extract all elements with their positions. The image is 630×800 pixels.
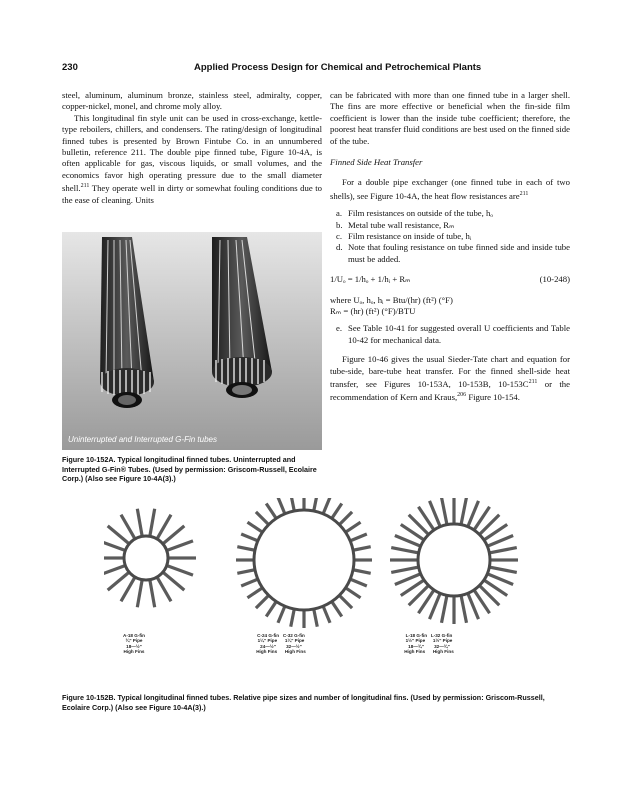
paragraph: can be fabricated with more than one finned tube in a larger shell. The fins are more effective or beneficial when the fin-side film coefficient is lower than the inside tube coefficient; therefore, the poorest heat transfer fluid conditions are best used on the finned side of the tube. [330, 90, 570, 146]
paragraph: steel, aluminum, aluminum bronze, stainless steel, admiralty, copper, copper-nickel, monel, and chrome moly alloy. [62, 90, 322, 112]
fin [166, 564, 193, 577]
fin [120, 576, 137, 602]
left-column [62, 90, 322, 206]
page-number: 230 [62, 62, 78, 73]
fin [162, 525, 186, 545]
fin [276, 498, 286, 514]
fin [104, 564, 126, 577]
fin [489, 546, 517, 555]
fin [353, 568, 371, 575]
fin [247, 521, 264, 534]
fin [345, 586, 362, 599]
fin [276, 606, 286, 624]
fin [237, 568, 255, 575]
fin [459, 498, 468, 525]
fin [459, 595, 468, 623]
tube-spec-label: L-18 G-fin L-32 G-fin 1½" Pipe 1½" Pipe 18—¾" 32—¾" High Fins High Fins [404, 633, 454, 655]
fin [168, 556, 196, 559]
running-header [62, 62, 568, 76]
fin [148, 579, 156, 607]
fin [391, 565, 419, 574]
fin [136, 579, 144, 607]
finned-tubes-photo [62, 232, 322, 450]
fin [162, 571, 186, 591]
list-item: c. Film resistance on inside of tube, hᵢ [336, 230, 472, 241]
fin [289, 609, 296, 627]
fin [440, 595, 449, 623]
fin [338, 511, 353, 526]
fin [322, 498, 332, 514]
list-item: a. Film resistances on outside of the tube, hₒ [336, 208, 493, 219]
fin [255, 594, 270, 609]
fin [452, 596, 455, 624]
resistance-list [330, 208, 570, 265]
fin [312, 498, 319, 511]
fin [104, 539, 126, 552]
fin [390, 558, 418, 561]
fin [489, 565, 517, 574]
fin [353, 545, 371, 552]
fin [148, 508, 156, 536]
fin [236, 558, 254, 561]
section-title: Finned Side Heat Transfer [330, 157, 423, 168]
fin [136, 508, 144, 536]
figure-caption: Figure 10-152A. Typical longitudinal finned tubes. Uninterrupted and Interrupted G-Fin® Tubes. (Used by permission: Griscom-Russell, Ecolaire Corp.) (Also see Figure 10-4A(3).) [62, 455, 317, 483]
fin [156, 514, 173, 540]
fin [104, 556, 124, 559]
right-column [330, 90, 570, 404]
fin [265, 503, 278, 520]
fin [107, 571, 131, 591]
fin [350, 578, 368, 588]
fin [452, 498, 455, 524]
tube-wall [254, 510, 354, 610]
fin [289, 498, 296, 511]
fin [345, 521, 362, 534]
figure-caption: Figure 10-152B. Typical longitudinal finned tubes. Relative pipe sizes and number of longitudinal fins. (Used by permission: Griscom-Russell, Ecolaire Corp.) (Also see Figure 10-4A(3).) [62, 693, 545, 712]
fin [440, 498, 449, 525]
fin [156, 576, 173, 602]
fin [241, 578, 259, 588]
fin [302, 610, 305, 628]
paragraph: For a double pipe exchanger (one finned tube in each of two shells), see Figure 10-4A, the heat flow resistances are$^{211}$ [330, 177, 570, 201]
equation-number: (10-248) [539, 274, 570, 285]
fin [391, 546, 419, 555]
fin [490, 558, 518, 561]
list-item: e. See Table 10-41 for suggested overall U coefficients and Table 10-42 for mechanical data. [336, 323, 570, 345]
fin [255, 511, 270, 526]
fin [120, 514, 137, 540]
fin [350, 532, 368, 542]
list-item: d. Note that fouling resistance on tube finned side and inside tube must be added. [336, 242, 570, 264]
where-line: Rₘ = (hr) (ft²) (°F)/BTU [330, 305, 416, 316]
fin [338, 594, 353, 609]
where-line: where Uₒ, hₒ, hᵢ = Btu/(hr) (ft²) (°F) [330, 294, 453, 305]
fin [237, 545, 255, 552]
fin [247, 586, 264, 599]
fin [166, 539, 193, 552]
book-title: Applied Process Design for Chemical and Petrochemical Plants [194, 62, 482, 73]
fin [354, 558, 372, 561]
fin [265, 601, 278, 618]
fin [330, 601, 343, 618]
tube-wall [418, 524, 490, 596]
tube-spec-label: C-24 G-fin C-32 G-fin 1¼" Pipe 1¼" Pipe 24—½" 32—½" High Fins High Fins [256, 633, 306, 655]
equation: 1/Uₒ = 1/hₒ + 1/hᵢ + Rₘ (10-248) [330, 274, 570, 285]
tube-spec-label: A-18 G-fin ¾" Pipe 18—½" High Fins [123, 633, 145, 655]
finned-tube-cross-sections [104, 498, 524, 674]
paragraph: Figure 10-46 gives the usual Sieder-Tate chart and equation for tube-side, bare-tube heat transfer. For the finned shell-side heat transfer, see Figures 10-153A, 10-153B, $10-153C^{211}$ or the recommendation of Kern and Kraus,$^{206}$ Figure 10-154. [330, 354, 570, 403]
fin [312, 609, 319, 627]
fin [302, 498, 305, 510]
fin [241, 532, 259, 542]
photo-label: Uninterrupted and Interrupted G-Fin tubes [68, 435, 217, 444]
list-item: b. Metal tube wall resistance, Rₘ [336, 219, 455, 230]
fin [107, 525, 131, 545]
fin [322, 606, 332, 624]
fin [330, 503, 343, 520]
paragraph: This longitudinal fin style unit can be used in cross-exchange, kettle-type reboilers, chillers, and condensers. The rating/design of longitudinal finned tubes is presented by Brown Fintube Co. in an unnumbered bulletin, reference 211. The double pipe finned tube, Figure 10-4A, is often applicable for gas, viscous liquids, or small volumes, and the economics favor high operating pressure due to the small diameter shell.$^{211}$ They operate well in dirty or somewhat fouling conditions due to the ease of cleaning. Units [62, 112, 322, 205]
tube-wall [124, 536, 168, 580]
note-list [330, 323, 570, 346]
